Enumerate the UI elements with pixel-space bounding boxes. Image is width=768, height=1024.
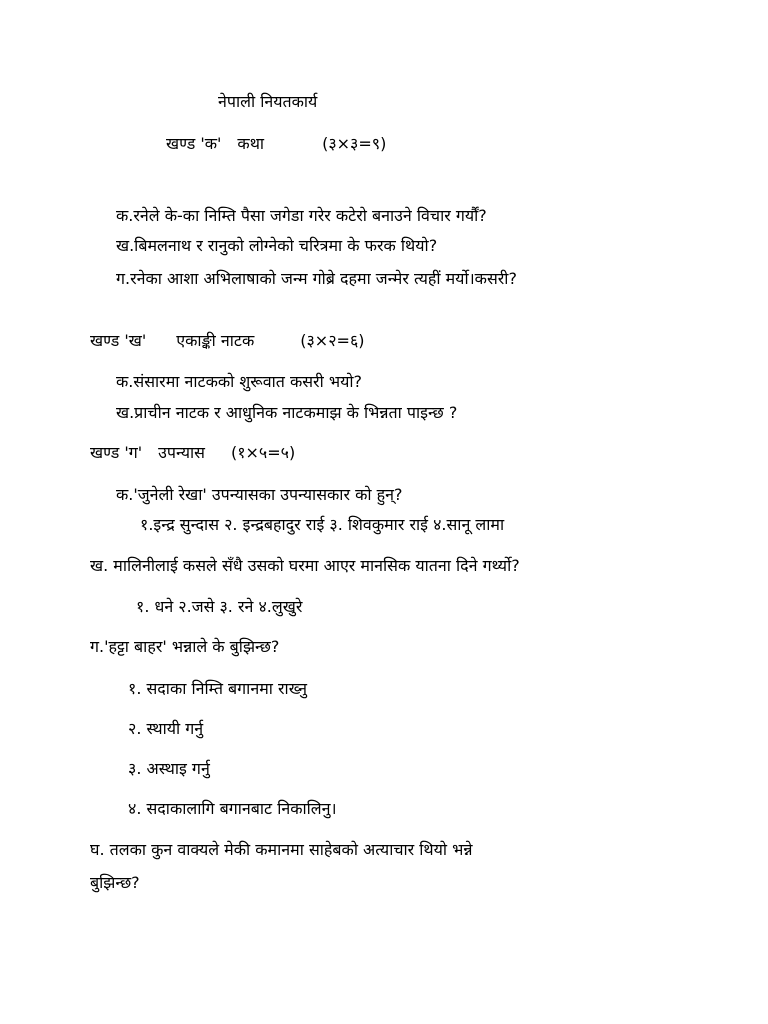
section-c-question-1: क.'जुनेली रेखा' उपन्यासका उपन्यासकार को हुन्? — [116, 485, 403, 504]
section-c-topic: उपन्यास — [158, 443, 205, 462]
section-c-question-2: ख. मालिनीलाई कसले सँधै उसको घरमा आएर मानसिक यातना दिने गर्थ्यो? — [90, 556, 520, 575]
section-c-heading: खण्ड 'ग' — [90, 443, 143, 462]
section-c-question-2-options: १. धने २.जसे ३. रने ४.लुखुरे — [136, 597, 303, 616]
document-title: नेपाली नियतकार्य — [218, 92, 318, 111]
section-c-question-4-line-2: बुझिन्छ? — [90, 873, 140, 892]
section-a-question-3: ग.रनेका आशा अभिलाषाको जन्म गोब्रे दहमा जन्मेर त्यहीं मर्यो।कसरी? — [116, 269, 517, 288]
section-a-header — [166, 133, 386, 155]
section-c-header — [90, 442, 295, 464]
section-c-question-3: ग.'हट्टा बाहर' भन्नाले के बुझिन्छ? — [90, 637, 280, 656]
section-b-header — [90, 330, 365, 352]
section-a-question-2: ख.बिमलनाथ र रानुको लोग्नेको चरित्रमा के फरक थियो? — [116, 236, 438, 255]
section-c-question-3-option-1: १. सदाका निम्ति बगानमा राख्नु — [128, 679, 308, 698]
section-c-question-3-option-2: २. स्थायी गर्नु — [128, 719, 204, 738]
section-a-heading: खण्ड 'क' — [166, 134, 222, 153]
section-b-topic: एकाङ्की नाटक — [176, 331, 255, 350]
section-a-topic: कथा — [237, 134, 265, 153]
section-a-question-1: क.रनेले के-का निम्ति पैसा जगेडा गरेर कटेरो बनाउने विचार गर्यौं? — [116, 206, 487, 225]
section-a-marks: (३×३=९) — [322, 134, 387, 153]
section-c-question-4-line-1: घ. तलका कुन वाक्यले मेकी कमानमा साहेबको अत्याचार थियो भन्ने — [90, 840, 473, 859]
section-c-marks: (१×५=५) — [230, 443, 296, 462]
section-c-question-1-options: १.इन्द्र सुन्दास २. इन्द्रबहादुर राई ३. शिवकुमार राई ४.सानू लामा — [140, 515, 505, 534]
section-b-marks: (३×२=६) — [300, 331, 365, 350]
section-c-question-3-option-3: ३. अस्थाइ गर्नु — [128, 759, 210, 778]
section-b-question-2: ख.प्राचीन नाटक र आधुनिक नाटकमाझ के भिन्नता पाइन्छ ? — [116, 403, 458, 422]
section-b-question-1: क.संसारमा नाटकको शुरूवात कसरी भयो? — [116, 372, 362, 391]
section-b-heading: खण्ड 'ख' — [90, 331, 147, 350]
section-c-question-3-option-4: ४. सदाकालागि बगानबाट निकालिनु। — [128, 799, 337, 818]
